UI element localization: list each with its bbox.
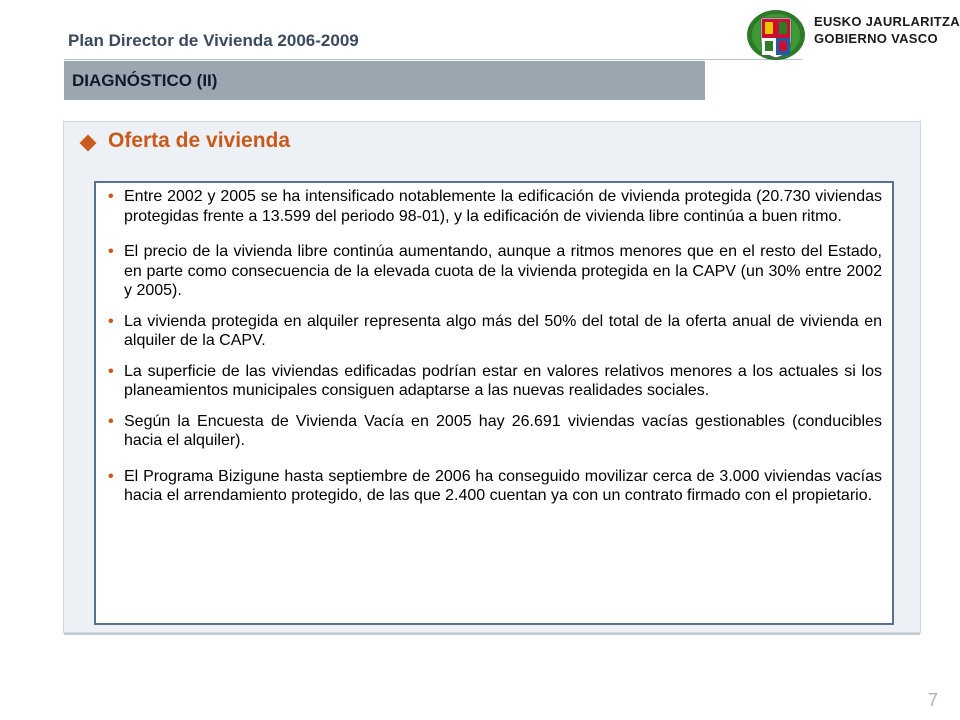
bullet-text: El precio de la vivienda libre continúa aumentando, aunque a ritmos menores que en el resto del Estado, en parte como consecuencia de la elevada cuota de la vivienda protegida en la CAPV (un 30% entre 2002 y 2005). bbox=[124, 243, 882, 299]
plan-title: Plan Director de Vivienda 2006-2009 bbox=[68, 31, 359, 50]
list-item bbox=[104, 242, 882, 301]
bullet-dot-icon: • bbox=[108, 412, 114, 430]
bullet-dot-icon: • bbox=[108, 467, 114, 485]
panel-title: Oferta de vivienda bbox=[108, 129, 291, 152]
list-item bbox=[104, 467, 882, 506]
list-item bbox=[104, 187, 882, 226]
government-name-spanish: GOBIERNO VASCO bbox=[814, 31, 938, 46]
government-name bbox=[814, 13, 960, 47]
bullet-text: La vivienda protegida en alquiler representa algo más del 50% del total de la oferta anual de vivienda en alquiler de la CAPV. bbox=[124, 312, 882, 349]
bullet-text: Según la Encuesta de Vivienda Vacía en 2005 hay 26.691 viviendas vacías gestionables (conducibles hacia el alquiler). bbox=[124, 412, 882, 449]
bullet-dot-icon: • bbox=[108, 312, 114, 330]
list-item bbox=[104, 312, 882, 351]
bullet-dot-icon: • bbox=[108, 243, 114, 260]
section-banner bbox=[64, 61, 705, 100]
page-number: 7 bbox=[928, 690, 939, 710]
header-rule bbox=[64, 59, 802, 60]
bullet-box bbox=[94, 181, 894, 625]
list-item bbox=[104, 362, 882, 401]
bullet-dot-icon: • bbox=[108, 188, 114, 205]
bullet-text: La superficie de las viviendas edificadas podrían estar en valores relativos menores a los actuales si los planeamientos municipales consiguen adaptarse a las nuevas realidades sociales. bbox=[124, 362, 882, 399]
bullet-text: Entre 2002 y 2005 se ha intensificado notablemente la edificación de vivienda protegida (20.730 viviendas protegidas frente a 13.599 del periodo 98-01), y la edificación de vivienda libre continúa a buen ritmo. bbox=[124, 188, 882, 225]
bullet-dot-icon: • bbox=[108, 362, 114, 380]
bullet-text: El Programa Bizigune hasta septiembre de 2006 ha conseguido movilizar cerca de 3.000 viviendas vacías hacia el arrendamiento protegido, de las que 2.400 cuentan ya con un contrato firmado con el propietario. bbox=[124, 467, 882, 504]
bullet-list bbox=[104, 187, 882, 506]
government-name-basque: EUSKO JAURLARITZA bbox=[814, 14, 960, 29]
basque-government-emblem-icon bbox=[745, 8, 807, 62]
list-item bbox=[104, 412, 882, 451]
section-title: DIAGNÓSTICO (II) bbox=[72, 71, 218, 90]
